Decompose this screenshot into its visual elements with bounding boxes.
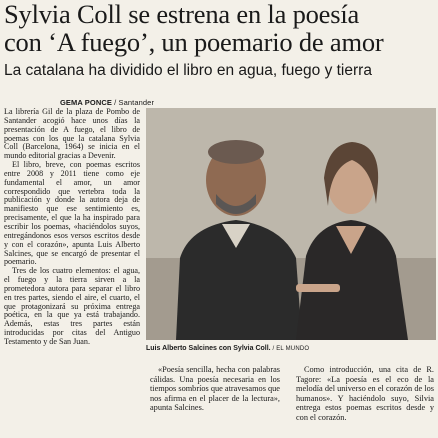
paragraph-1: La librería Gil de la plaza de Pombo de Santander acogió hace unos días la presentación de A fuego, el libro de poemas con los que la catalana Sylvia Coll (Barcelona, 1964) se inicia en el mundo editorial gracias a Devenir. xyxy=(4,107,140,161)
article-photo xyxy=(146,108,436,340)
paragraph-2: El libro, breve, con poemas escritos entre 2008 y 2011 tiene como eje fundamental el amor, un amor correspondido que vertebra toda la publicación y donde la autora deja de manifiesto que ese sentimiento es, precisamente, el que la ha inspirado para escribir los poemas, «haciéndolos suyos, entregándonos esos versos escritos desde y con el corazón», apunta Luis Alberto Salcines, que se encargó de presentar el poemario. xyxy=(4,160,140,267)
paragraph-5: Como introducción, una cita de R. Tagore: «La poesía es el eco de la melodía del universo en el corazón de los humanos». Y haciéndolo suyo, Silvia entrega estos poemas escritos desde y con el corazón. xyxy=(296,365,434,422)
headline-line-2: con ‘A fuego’, un poemario de amor xyxy=(4,27,384,57)
photo-caption xyxy=(146,345,436,352)
article-column-1 xyxy=(4,108,140,347)
paragraph-3: Tres de los cuatro elementos: el agua, el fuego y la tierra sirven a la prometedora autora para separar el libro en tres partes, siendo el aire, el cuarto, el que protagonizará su próxima entrega poética, en la que ya está trabajando. Además, estas tres partes están introducidas por citas del Antiguo Testamento y de San Juan. xyxy=(4,266,140,346)
headline xyxy=(4,0,436,56)
byline-author: GEMA PONCE xyxy=(60,98,112,107)
byline xyxy=(60,98,154,107)
photo-illustration xyxy=(146,108,436,340)
headline-line-1: Sylvia Coll se estrena en la poesía xyxy=(4,0,360,29)
subheadline: La catalana ha dividido el libro en agua, fuego y tierra xyxy=(4,62,372,79)
article-column-3 xyxy=(296,365,434,423)
article-column-2 xyxy=(150,365,280,413)
byline-location: / Santander xyxy=(111,98,155,107)
caption-text: Luis Alberto Salcines con Sylvia Coll. xyxy=(146,345,271,352)
paragraph-4: «Poesía sencilla, hecha con palabras cálidas. Una poesía necesaria en los tiempos sombríos que atravesamos que nos afirma en el placer de la lectura», apunta Salcines. xyxy=(150,365,280,413)
photo-credit: / EL MUNDO xyxy=(270,346,310,352)
